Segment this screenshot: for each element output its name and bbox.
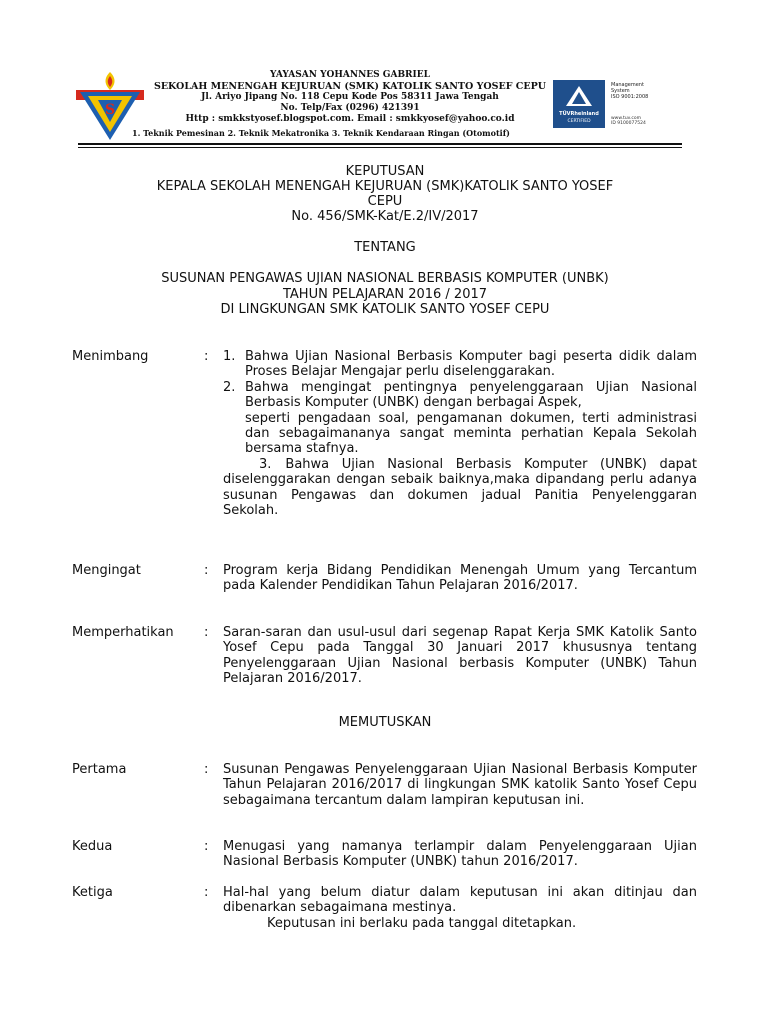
- study-programs: 1. Teknik Pemesinan 2. Teknik Mekatronika 3. Teknik Kendaraan Ringan (Otomotif): [132, 128, 510, 138]
- foundation-name: YAYASAN YOHANNES GABRIEL: [270, 70, 430, 80]
- letterhead-text: [140, 70, 560, 125]
- menimbang-list: [223, 349, 697, 411]
- kedua-label: Kedua: [72, 839, 113, 854]
- pertama-text: Susunan Pengawas Penyelenggaraan Ujian Nasional Berbasis Komputer Tahun Pelajaran 2016/2017 di lingkungan SMK katolik Santo Yosef Cepu sebagaimana tercantum dalam lampiran keputusan ini.: [223, 762, 697, 808]
- cert-footer: [611, 116, 671, 126]
- subject-line1: SUSUNAN PENGAWAS UJIAN NASIONAL BERBASIS KOMPUTER (UNBK): [161, 271, 609, 286]
- title-line1: KEPALA SEKOLAH MENENGAH KEJURUAN (SMK)KATOLIK SANTO YOSEF: [156, 179, 614, 194]
- letterhead-rule-thin: [78, 147, 682, 148]
- iso-certification-badge: [553, 80, 669, 128]
- item-number: 1.: [223, 349, 236, 364]
- memperhatikan-label: Memperhatikan: [72, 625, 174, 640]
- cert-line3: ISO 9001:2008: [611, 94, 649, 100]
- memutuskan-heading: MEMUTUSKAN: [338, 715, 432, 730]
- ketiga-text: Hal-hal yang belum diatur dalam keputusan ini akan ditinjau dan dibenarkan sebagaimana mestinya.: [223, 885, 697, 916]
- svg-text:S: S: [104, 102, 116, 118]
- school-name: SEKOLAH MENENGAH KEJURUAN (SMK) KATOLIK SANTO YOSEF CEPU: [153, 81, 547, 92]
- cert-web: www.tuv.com: [611, 116, 642, 121]
- pertama-label: Pertama: [72, 762, 127, 777]
- tuv-logo: [553, 80, 605, 128]
- menimbang-continuation: seperti pengadaan soal, pengamanan dokumen, terti administrasi dan sebagaimananya sangat meminta perhatian Kepala Sekolah bersama stafnya.: [245, 410, 697, 457]
- item-number: 2.: [223, 379, 236, 395]
- menimbang-colon: :: [204, 349, 209, 364]
- letterhead-rule: [78, 143, 682, 145]
- pertama-colon: :: [204, 762, 209, 777]
- title-keputusan: KEPUTUSAN: [345, 164, 425, 179]
- item-text: Bahwa Ujian Nasional Berbasis Komputer (UNBK) dapat diselenggarakan dengan sebaik baiknya,maka dipandang perlu adanya susunan Pengawas dan dokumen jadual Panitia Penyelenggaran Sekolah.: [223, 456, 697, 519]
- cert-id: ID 9100077524: [611, 121, 646, 126]
- menimbang-item-3: [223, 457, 697, 519]
- cert-label: CERTIFIED: [567, 119, 591, 124]
- decree-number: No. 456/SMK-Kat/E.2/IV/2017: [291, 209, 479, 224]
- cert-brand: TÜVRheinland: [559, 111, 599, 117]
- title-line2: CEPU: [367, 194, 403, 209]
- memperhatikan-colon: :: [204, 625, 209, 640]
- item-number: 3.: [259, 456, 272, 472]
- school-phone: No. Telp/Fax (0296) 421391: [280, 103, 420, 113]
- ketiga-content: [223, 885, 697, 931]
- kedua-colon: :: [204, 839, 209, 854]
- menimbang-item-1: [223, 349, 697, 380]
- memperhatikan-text: Saran-saran dan usul-usul dari segenap Rapat Kerja SMK Katolik Santo Yosef Cepu pada Tanggal 30 Januari 2017 khususnya tentang Penyelenggaraan Ujian Nasional berbasis Komputer (UNBK) Tahun Pelajaran 2016/2017.: [223, 625, 697, 687]
- menimbang-content: [223, 349, 697, 518]
- subject-line3: DI LINGKUNGAN SMK KATOLIK SANTO YOSEF CEPU: [220, 302, 550, 317]
- menimbang-item-2: [223, 380, 697, 411]
- mengingat-colon: :: [204, 563, 209, 578]
- mengingat-text: Program kerja Bidang Pendidikan Menengah Umum yang Tercantum pada Kalender Pendidikan Tahun Pelajaran 2016/2017.: [223, 563, 697, 594]
- cert-line2: System: [611, 88, 630, 94]
- closing-text: Keputusan ini berlaku pada tanggal ditetapkan.: [267, 915, 577, 931]
- cert-line1: Management: [611, 82, 644, 88]
- school-web: Http : smkkstyosef.blogspot.com. Email : smkkyosef@yahoo.co.id: [185, 114, 515, 124]
- menimbang-label: Menimbang: [72, 349, 149, 364]
- school-address: Jl. Ariyo Jipang No. 118 Cepu Kode Pos 58311 Jawa Tengah: [201, 92, 499, 102]
- tuv-triangle-icon: [565, 85, 593, 107]
- ketiga-colon: :: [204, 885, 209, 900]
- title-tentang: TENTANG: [354, 240, 416, 255]
- item-text: Bahwa mengingat pentingnya penyelenggaraan Ujian Nasional Berbasis Komputer (UNBK) dengan berbagai Aspek,: [245, 379, 697, 411]
- subject-line2: TAHUN PELAJARAN 2016 / 2017: [282, 287, 488, 302]
- item-text: Bahwa Ujian Nasional Berbasis Komputer bagi peserta didik dalam Proses Belajar Mengajar perlu diselenggarakan.: [245, 349, 697, 380]
- ketiga-label: Ketiga: [72, 885, 113, 900]
- cert-details: [611, 82, 671, 100]
- mengingat-label: Mengingat: [72, 563, 141, 578]
- kedua-text: Menugasi yang namanya terlampir dalam Penyelenggaraan Ujian Nasional Berbasis Komputer (UNBK) tahun 2016/2017.: [223, 839, 697, 870]
